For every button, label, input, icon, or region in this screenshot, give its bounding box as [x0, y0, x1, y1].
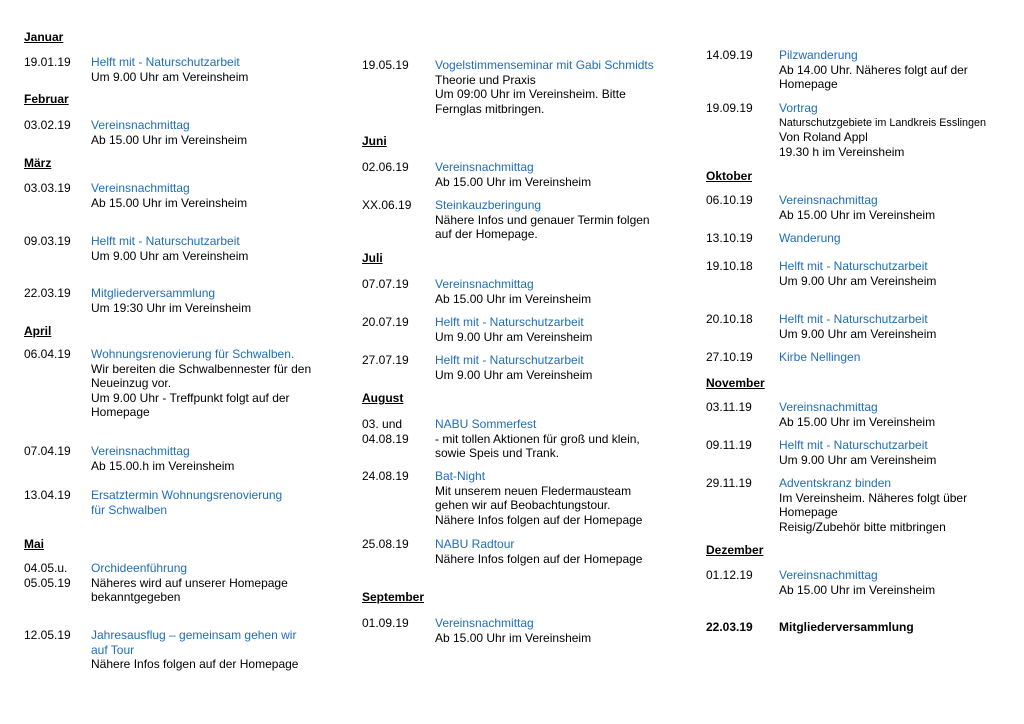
event-title: Vereinsnachmittag: [435, 616, 534, 630]
event-date: 06.10.19: [706, 193, 753, 207]
event-detail: Um 9.00 Uhr am Vereinsheim: [91, 248, 249, 263]
event-title: NABU Radtour: [435, 537, 515, 551]
event-title: Vortrag: [779, 101, 818, 115]
event-detail: Um 9.00 Uhr am Vereinsheim: [779, 452, 937, 467]
event-title: NABU Sommerfest: [435, 417, 537, 431]
event-date: 09.11.19: [706, 438, 752, 452]
event-date: 13.04.19: [24, 488, 71, 502]
event-date: 14.09.19: [706, 48, 753, 62]
event-date: 03.11.19: [706, 400, 752, 414]
event-detail: Theorie und Praxis: [435, 72, 536, 87]
event-detail: Ab 15.00 Uhr im Vereinsheim: [435, 630, 592, 645]
event-detail: Ab 15.00 Uhr im Vereinsheim: [91, 195, 248, 210]
event-title: Helft mit - Naturschutzarbeit: [435, 353, 584, 367]
event-subtitle: Naturschutzgebiete im Landkreis Esslingen: [779, 116, 987, 129]
event-detail: Um 9.00 Uhr am Vereinsheim: [91, 69, 249, 84]
event-title: Wohnungsrenovierung für Schwalben.: [91, 347, 295, 361]
event-detail: Um 9.00 Uhr am Vereinsheim: [435, 329, 593, 344]
event-detail: Im Vereinsheim. Näheres folgt über: [779, 490, 968, 505]
month-heading-november: November: [706, 376, 765, 390]
event-title: Vereinsnachmittag: [91, 181, 190, 195]
event-title: Vereinsnachmittag: [435, 277, 534, 291]
event-detail: Nähere Infos und genauer Termin folgen: [435, 212, 650, 227]
event-detail: Wir bereiten die Schwalbennester für den: [91, 361, 312, 376]
event-detail: Von Roland Appl: [779, 130, 868, 145]
event-title: Steinkauzberingung: [435, 198, 542, 212]
month-heading-juni: Juni: [362, 134, 387, 148]
event-detail: Nähere Infos folgen auf der Homepage: [91, 657, 299, 672]
event-date: 19.05.19: [362, 58, 409, 72]
event-date: 24.08.19: [362, 469, 409, 483]
event-detail: 19.30 h im Vereinsheim: [779, 144, 905, 159]
event-date-line: 04.05.u.: [24, 561, 68, 575]
event-date: 19.09.19: [706, 101, 753, 115]
event-title: Mitgliederversammlung: [91, 286, 216, 300]
month-heading-maerz: März: [24, 156, 52, 170]
event-date: 20.07.19: [362, 315, 409, 329]
event-date: 06.04.19: [24, 347, 71, 361]
event-date: [362, 417, 409, 446]
event-detail: Um 9.00 Uhr am Vereinsheim: [435, 367, 593, 382]
month-heading-dezember: Dezember: [706, 543, 764, 557]
event-detail: Nähere Infos folgen auf der Homepage: [435, 512, 643, 527]
event-detail: Ab 15.00 Uhr im Vereinsheim: [91, 132, 248, 147]
month-heading-april: April: [24, 324, 52, 338]
event-title: Vogelstimmenseminar mit Gabi Schmidts: [435, 58, 654, 72]
event-date: 07.04.19: [24, 444, 71, 458]
event-detail: Neueinzug vor.: [91, 376, 172, 391]
event-date: [24, 561, 71, 590]
event-date: 09.03.19: [24, 234, 71, 248]
event-title: Ersatztermin Wohnungsrenovierung: [91, 488, 283, 502]
event-title: Vereinsnachmittag: [779, 400, 878, 414]
event-detail: Homepage: [779, 505, 838, 520]
event-detail: Um 9.00 Uhr - Treffpunkt folgt auf der: [91, 390, 290, 405]
event-detail: Fernglas mitbringen.: [435, 101, 545, 116]
event-title: Vereinsnachmittag: [435, 160, 534, 174]
event-detail: Um 9.00 Uhr am Vereinsheim: [779, 273, 937, 288]
event-date: 19.10.18: [706, 259, 753, 273]
event-date: 01.09.19: [362, 616, 409, 630]
event-detail: Reisig/Zubehör bitte mitbringen: [779, 519, 946, 534]
event-detail: - mit tollen Aktionen für groß und klein,: [435, 431, 640, 446]
event-date: 27.10.19: [706, 350, 753, 364]
event-date: 22.03.19: [24, 286, 71, 300]
month-heading-februar: Februar: [24, 92, 69, 106]
event-date: 20.10.18: [706, 312, 753, 326]
event-title: Helft mit - Naturschutzarbeit: [779, 312, 928, 326]
month-heading-mai: Mai: [24, 537, 45, 551]
event-title: auf Tour: [91, 642, 135, 657]
month-heading-oktober: Oktober: [706, 169, 753, 183]
event-detail: auf der Homepage.: [435, 227, 538, 242]
event-title: Helft mit - Naturschutzarbeit: [91, 234, 240, 248]
event-title: Pilzwanderung: [779, 48, 858, 62]
event-title: Kirbe Nellingen: [779, 350, 861, 364]
event-date: 25.08.19: [362, 537, 409, 551]
event-detail: Ab 14.00 Uhr. Näheres folgt auf der: [779, 62, 968, 77]
event-date: 13.10.19: [706, 231, 753, 245]
event-title: Mitgliederversammlung: [779, 620, 914, 634]
event-detail: gehen wir auf Beobachtungstour.: [435, 498, 611, 513]
event-date-line: 04.08.19: [362, 431, 409, 446]
event-detail: Ab 15.00 Uhr im Vereinsheim: [435, 291, 592, 306]
event-date-line: 05.05.19: [24, 575, 71, 590]
event-detail: Ab 15.00 Uhr im Vereinsheim: [435, 174, 592, 189]
event-date-line: 03. und: [362, 417, 403, 431]
event-title: Wanderung: [779, 231, 841, 245]
event-title: Vereinsnachmittag: [779, 193, 878, 207]
event-title: Vereinsnachmittag: [779, 568, 878, 582]
event-date: 29.11.19: [706, 476, 752, 490]
event-title: Helft mit - Naturschutzarbeit: [779, 438, 928, 452]
event-date: 12.05.19: [24, 628, 71, 642]
event-detail: Ab 15.00 Uhr im Vereinsheim: [779, 414, 936, 429]
event-detail: sowie Speis und Trank.: [435, 446, 560, 461]
month-heading-januar: Januar: [24, 30, 64, 44]
event-detail: Nähere Infos folgen auf der Homepage: [435, 551, 643, 566]
event-detail: Um 19:30 Uhr im Vereinsheim: [91, 300, 252, 315]
month-heading-august: August: [362, 391, 404, 405]
event-detail: Mit unserem neuen Fledermausteam: [435, 483, 632, 498]
event-date: 01.12.19: [706, 568, 753, 582]
event-title: Jahresausflug – gemeinsam gehen wir: [91, 628, 297, 642]
event-title: Orchideenführung: [91, 561, 188, 575]
event-detail: Homepage: [91, 405, 150, 420]
event-title: Helft mit - Naturschutzarbeit: [435, 315, 584, 329]
event-detail: Ab 15.00 Uhr im Vereinsheim: [779, 582, 936, 597]
event-date: 19.01.19: [24, 55, 71, 69]
event-title: Bat-Night: [435, 469, 486, 483]
month-heading-juli: Juli: [362, 251, 383, 265]
event-title: für Schwalben: [91, 502, 168, 517]
event-title: Vereinsnachmittag: [91, 118, 190, 132]
event-detail: Näheres wird auf unserer Homepage: [91, 575, 288, 590]
month-heading-september: September: [362, 590, 425, 604]
event-detail: bekanntgegeben: [91, 590, 181, 605]
event-date: 03.03.19: [24, 181, 71, 195]
event-date: 22.03.19: [706, 620, 753, 634]
event-date: 02.06.19: [362, 160, 409, 174]
event-title: Helft mit - Naturschutzarbeit: [779, 259, 928, 273]
event-detail: Um 9.00 Uhr am Vereinsheim: [779, 326, 937, 341]
event-date: 07.07.19: [362, 277, 409, 291]
event-date: 27.07.19: [362, 353, 409, 367]
event-title: Helft mit - Naturschutzarbeit: [91, 55, 240, 69]
event-detail: Ab 15.00.h im Vereinsheim: [91, 458, 235, 473]
event-date: XX.06.19: [362, 198, 412, 212]
event-detail: Homepage: [779, 77, 838, 92]
event-detail: Um 09:00 Uhr im Vereinsheim. Bitte: [435, 87, 626, 102]
event-title: Vereinsnachmittag: [91, 444, 190, 458]
event-detail: Ab 15.00 Uhr im Vereinsheim: [779, 207, 936, 222]
event-date: 03.02.19: [24, 118, 71, 132]
event-title: Adventskranz binden: [779, 476, 892, 490]
